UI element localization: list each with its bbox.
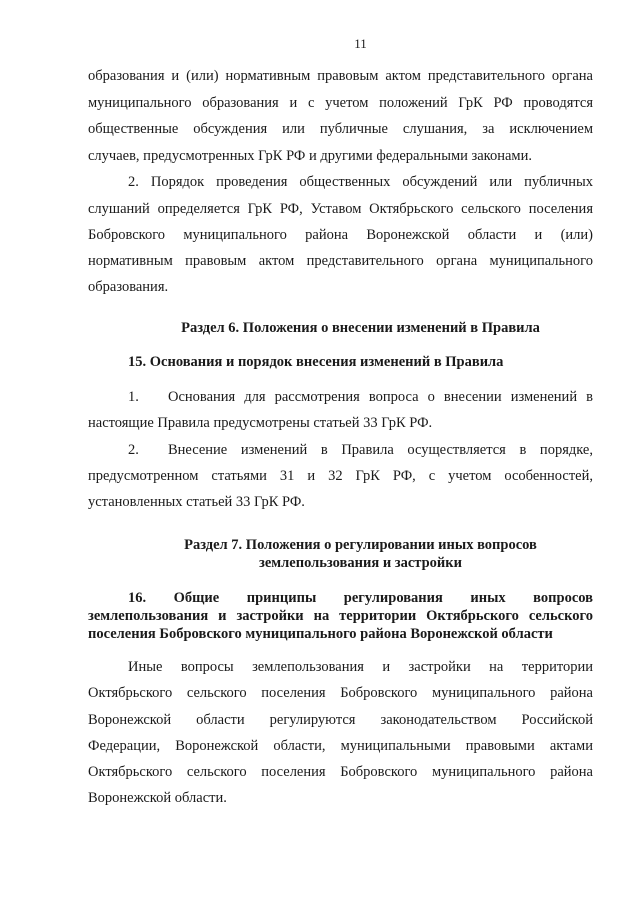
article-title-line: землепользования и застройки на территории Октябрьского сельского bbox=[88, 608, 593, 624]
paragraph-line: муниципального образования и с учетом положений ГрК РФ проводятся bbox=[88, 95, 593, 111]
paragraph-line: Октябрьского сельского поселения Бобровского муниципального района bbox=[88, 685, 593, 701]
paragraph-line: Основания для рассмотрения вопроса о внесении изменений в bbox=[168, 389, 593, 405]
paragraph-line: Внесение изменений в Правила осуществляется в порядке, bbox=[168, 442, 593, 458]
paragraph-line: слушаний определяется ГрК РФ, Уставом Октябрьского сельского поселения bbox=[88, 201, 593, 217]
paragraph-line: образования и (или) нормативным правовым актом представительного органа bbox=[88, 68, 593, 84]
paragraph-line: образования. bbox=[88, 279, 169, 295]
section-heading: Раздел 6. Положения о внесении изменений в Правила bbox=[181, 320, 540, 336]
item-number: 1. bbox=[128, 389, 139, 405]
paragraph-line: 2. Порядок проведения общественных обсуждений или публичных bbox=[128, 174, 593, 190]
paragraph-line: предусмотренном статьями 31 и 32 ГрК РФ, с учетом особенностей, bbox=[88, 468, 593, 484]
section-heading: Раздел 7. Положения о регулировании иных вопросов bbox=[184, 537, 537, 553]
paragraph-line: Воронежской области регулируются законодательством Российской bbox=[88, 712, 593, 728]
paragraph-line: Иные вопросы землепользования и застройки на территории bbox=[128, 659, 593, 675]
section-heading: землепользования и застройки bbox=[259, 555, 462, 571]
paragraph-line: Федерации, Воронежской области, муниципальными правовыми актами bbox=[88, 738, 593, 754]
paragraph-line: нормативным правовым актом представительного органа муниципального bbox=[88, 253, 593, 269]
article-title-line: 16. Общие принципы регулирования иных вопросов bbox=[128, 590, 593, 606]
item-number: 2. bbox=[128, 442, 139, 458]
paragraph-line: Октябрьского сельского поселения Бобровского муниципального района bbox=[88, 764, 593, 780]
paragraph-line: Воронежской области. bbox=[88, 790, 227, 806]
article-title: 15. Основания и порядок внесения изменений в Правила bbox=[128, 354, 504, 370]
article-title-line: поселения Бобровского муниципального района Воронежской области bbox=[88, 626, 553, 642]
paragraph-line: общественные обсуждения или публичные слушания, за исключением bbox=[88, 121, 593, 137]
paragraph-line: настоящие Правила предусмотрены статьей 33 ГрК РФ. bbox=[88, 415, 433, 431]
page-number: 11 bbox=[354, 36, 367, 51]
paragraph-line: случаев, предусмотренных ГрК РФ и другими федеральными законами. bbox=[88, 148, 532, 164]
paragraph-line: Бобровского муниципального района Воронежской области и (или) bbox=[88, 227, 593, 243]
paragraph-line: установленных статьей 33 ГрК РФ. bbox=[88, 494, 305, 510]
